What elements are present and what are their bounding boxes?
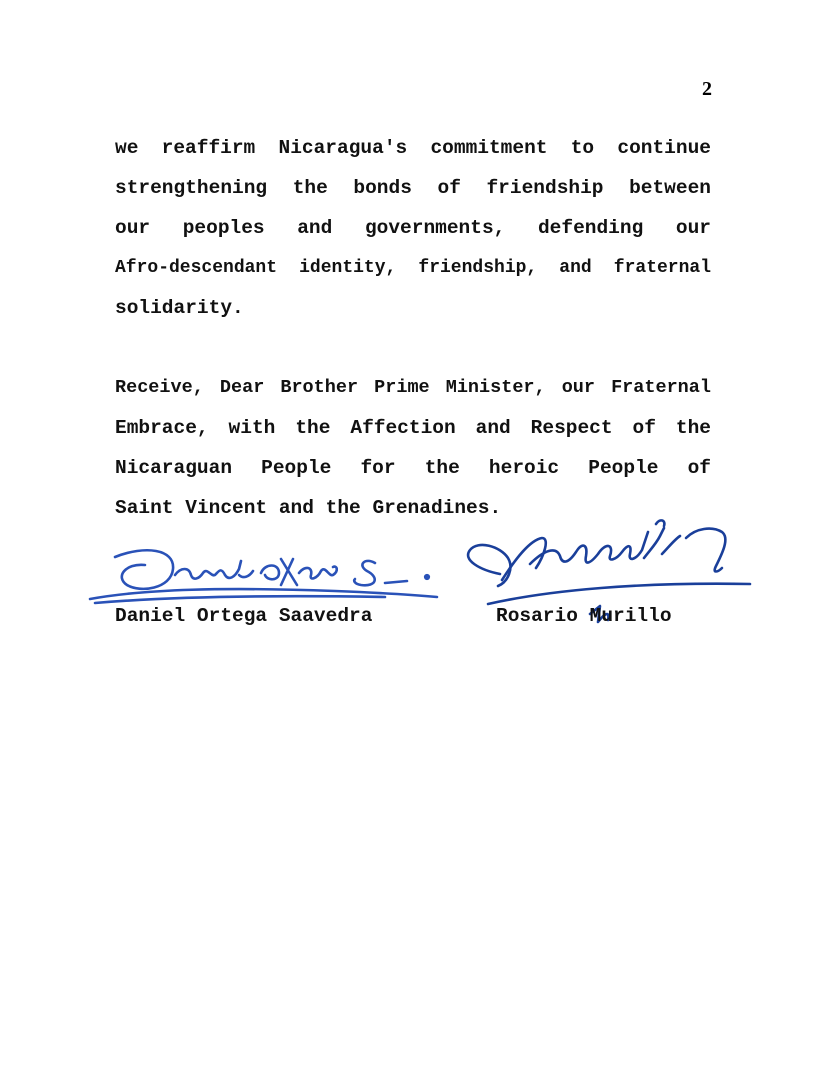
body-line: Receive, Dear Brother Prime Minister, our Fraternal [115,377,711,398]
body-line: we reaffirm Nicaragua's commitment to continue [115,137,711,159]
body-line: Saint Vincent and the Grenadines. [115,497,502,519]
body-line: Afro-descendant identity, friendship, and fraternal [115,258,711,278]
daniel-ortega-signature [85,535,445,615]
body-line: our peoples and governments, defending our [115,217,711,239]
body-line: strengthening the bonds of friendship between [115,177,711,199]
body-line: Nicaraguan People for the heroic People of [115,457,711,479]
signatory-name-left: Daniel Ortega Saavedra [115,605,373,627]
body-line: Embrace, with the Affection and Respect of the [115,417,711,439]
body-line: solidarity. [115,297,244,319]
signatory-name-right: Rosario Murillo [496,605,672,627]
page-number: 2 [702,78,712,100]
